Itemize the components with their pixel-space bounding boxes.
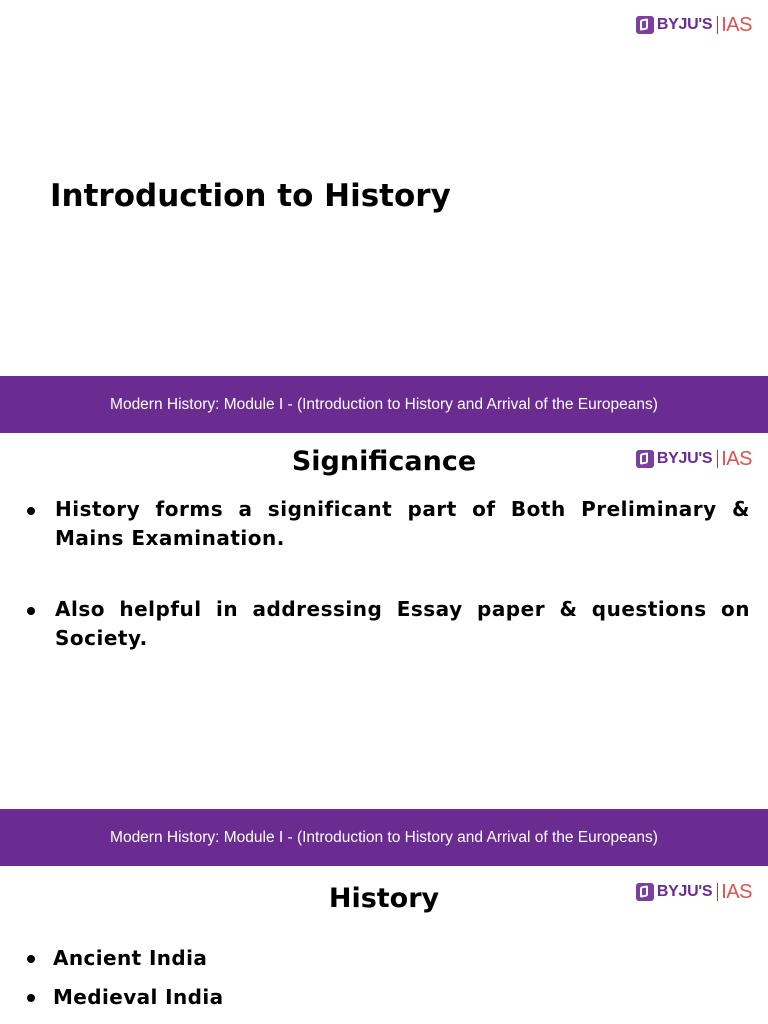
footer-text: Modern History: Module I - (Introduction to History and Arrival of the Europeans) [110,395,658,413]
logo-ias-text: IAS [721,880,752,903]
byjus-logo-icon [636,450,654,468]
bullet-icon [27,994,35,1002]
list-item [0,595,768,653]
footer-band [0,376,768,433]
list-item-text: History forms a significant part of Both Preliminary & Mains Examination. [55,497,750,550]
slide-intro [0,0,768,376]
slide-heading: Significance [291,446,477,477]
footer-band [0,809,768,866]
logo-brand-text: BYJU'S [656,883,713,900]
list-item [0,943,768,973]
byjus-ias-logo [636,13,752,37]
list-item-text: Medieval India [53,985,224,1009]
logo-divider [717,883,718,901]
bullet-icon [27,507,35,515]
byjus-logo-icon [636,883,654,901]
list-item [0,982,768,1012]
slide-significance [0,433,768,809]
logo-ias-text: IAS [721,13,752,36]
logo-brand-text: BYJU'S [656,450,713,467]
slide-heading: History [328,883,440,914]
logo-brand-text: BYJU'S [656,16,713,33]
bullet-icon [27,607,35,615]
logo-ias-text: IAS [721,447,752,470]
list-item-text: Ancient India [53,946,208,970]
byjus-ias-logo [636,447,752,471]
byjus-ias-logo [636,880,752,904]
list-item-text: Also helpful in addressing Essay paper & questions on Society. [55,597,750,650]
bullet-list [0,943,768,1021]
list-item [0,495,768,553]
logo-divider [717,16,718,34]
byjus-logo-icon [636,16,654,34]
slide-title: Introduction to History [50,178,451,214]
bullet-list [0,495,768,695]
bullet-icon [27,955,35,963]
slide-history [0,866,768,1024]
logo-divider [717,450,718,468]
footer-text: Modern History: Module I - (Introduction to History and Arrival of the Europeans) [110,828,658,846]
